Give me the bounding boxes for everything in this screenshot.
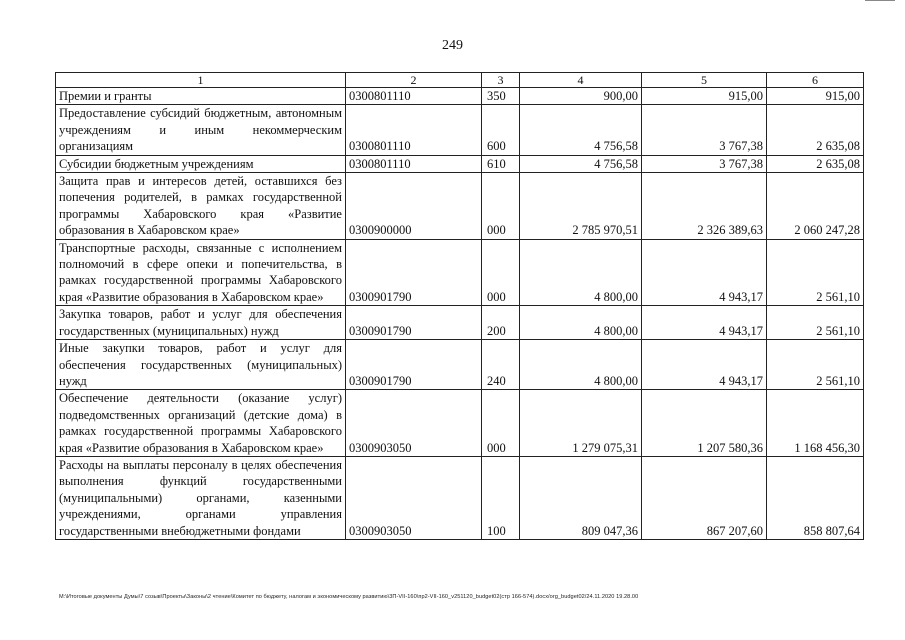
corner-mark [865,0,895,1]
row-value-3: 915,00 [767,88,864,105]
table-row [56,155,864,172]
row-name: Расходы на выплаты персоналу в целях обеспечения выполнения функций государственными (муниципальными) органами, казенными учреждениями, органами управления государственными внебюджетными фондами [56,456,346,539]
table-row [56,390,864,457]
row-type: 200 [482,306,520,340]
row-value-2: 3 767,38 [642,155,767,172]
table-row [56,173,864,240]
row-code: 0300903050 [346,456,482,539]
row-value-3: 858 807,64 [767,456,864,539]
table-row [56,306,864,340]
page-number: 249 [442,38,463,53]
row-value-1: 4 756,58 [520,105,642,155]
row-value-1: 4 756,58 [520,155,642,172]
row-type: 610 [482,155,520,172]
row-value-2: 4 943,17 [642,340,767,390]
row-type: 350 [482,88,520,105]
row-value-2: 915,00 [642,88,767,105]
row-value-1: 4 800,00 [520,306,642,340]
col-header: 3 [482,73,520,88]
header-row [56,73,864,88]
row-name: Закупка товаров, работ и услуг для обеспечения государственных (муниципальных) нужд [56,306,346,340]
row-code: 0300901790 [346,239,482,306]
row-type: 100 [482,456,520,539]
row-value-3: 1 168 456,30 [767,390,864,457]
col-header: 1 [56,73,346,88]
table-row [56,456,864,539]
col-header: 6 [767,73,864,88]
table-row [56,340,864,390]
row-name: Премии и гранты [56,88,346,105]
row-name: Транспортные расходы, связанные с исполнением полномочий в сфере опеки и попечительства, в рамках государственной программы Хабаровского края «Развитие образования в Хабаровском крае» [56,239,346,306]
row-code: 0300801110 [346,105,482,155]
row-type: 240 [482,340,520,390]
table-row [56,88,864,105]
row-value-3: 2 635,08 [767,155,864,172]
row-value-3: 2 060 247,28 [767,173,864,240]
row-name: Субсидии бюджетным учреждениям [56,155,346,172]
row-value-2: 1 207 580,36 [642,390,767,457]
row-code: 0300801110 [346,88,482,105]
row-value-3: 2 635,08 [767,105,864,155]
row-type: 000 [482,239,520,306]
row-value-2: 4 943,17 [642,306,767,340]
row-value-2: 2 326 389,63 [642,173,767,240]
table-row [56,105,864,155]
row-type: 000 [482,390,520,457]
row-value-1: 809 047,36 [520,456,642,539]
row-value-2: 867 207,60 [642,456,767,539]
row-code: 0300901790 [346,340,482,390]
footer-file-path: M:\Итоговые документы Думы\7 созыв\Проекты\Законы\2 чтение\Комитет по бюджету, налогам и экономическому развитию\3П-VII-160\пр2-VII-160_v251120_budget02(стр 166-574).docx/org_budget02/24.11.2020 19.28.00 [59,594,639,600]
col-header: 4 [520,73,642,88]
budget-table [55,72,864,540]
col-header: 2 [346,73,482,88]
row-value-3: 2 561,10 [767,340,864,390]
row-name: Обеспечение деятельности (оказание услуг) подведомственных организаций (детские дома) в рамках государственной программы Хабаровского края «Развитие образования в Хабаровском крае» [56,390,346,457]
row-value-3: 2 561,10 [767,239,864,306]
row-code: 0300801110 [346,155,482,172]
row-name: Предоставление субсидий бюджетным, автономным учреждениям и иным некоммерческим организациям [56,105,346,155]
row-name: Защита прав и интересов детей, оставшихся без попечения родителей, в рамках государственной программы Хабаровского края «Развитие образования в Хабаровском крае» [56,173,346,240]
col-header: 5 [642,73,767,88]
row-value-2: 4 943,17 [642,239,767,306]
row-value-1: 4 800,00 [520,340,642,390]
row-value-1: 1 279 075,31 [520,390,642,457]
row-code: 0300900000 [346,173,482,240]
row-value-1: 2 785 970,51 [520,173,642,240]
row-name: Иные закупки товаров, работ и услуг для обеспечения государственных (муниципальных) нужд [56,340,346,390]
row-value-1: 4 800,00 [520,239,642,306]
row-code: 0300901790 [346,306,482,340]
row-value-1: 900,00 [520,88,642,105]
row-code: 0300903050 [346,390,482,457]
row-value-3: 2 561,10 [767,306,864,340]
row-type: 600 [482,105,520,155]
table-row [56,239,864,306]
row-type: 000 [482,173,520,240]
row-value-2: 3 767,38 [642,105,767,155]
